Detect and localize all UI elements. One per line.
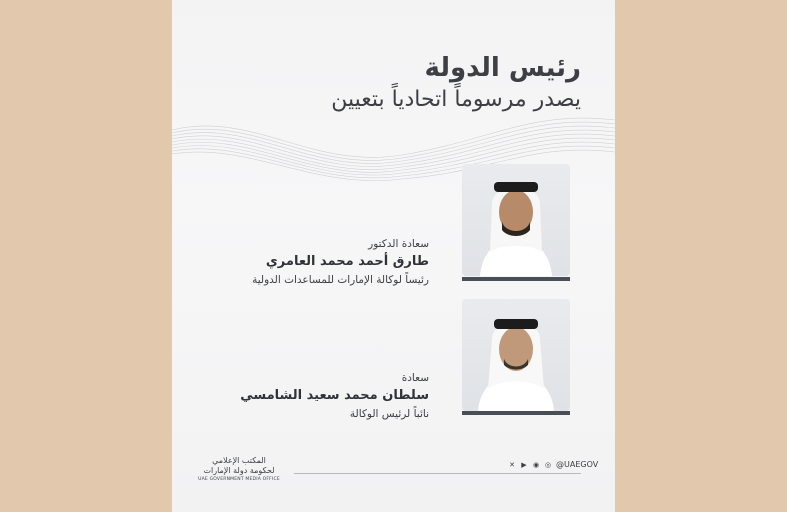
person-silhouette-icon — [462, 299, 570, 411]
portrait-photo-2 — [462, 299, 570, 411]
logo-arabic-line-2: لحكومة دولة الإمارات — [203, 466, 275, 475]
youtube-icon[interactable]: ▶ — [521, 460, 527, 469]
person-silhouette-icon — [462, 164, 570, 276]
headline-line-1: رئيس الدولة — [424, 53, 581, 83]
headline-line-2: يصدر مرسوماً اتحادياً بتعيين — [331, 87, 581, 112]
portrait-bar-1 — [462, 277, 570, 281]
x-icon[interactable]: ✕ — [509, 460, 515, 469]
logo-arabic-line-1: المكتب الإعلامي — [212, 456, 266, 465]
person-honorific: سعادة — [401, 372, 429, 384]
camera-icon[interactable]: ◉ — [532, 460, 540, 469]
social-handle[interactable]: @UAEGOV — [556, 460, 599, 469]
person-name: طارق أحمد محمد العامري — [265, 254, 429, 269]
announcement-card — [172, 0, 615, 512]
person-bio-2 — [240, 370, 429, 422]
instagram-icon[interactable]: ◎ — [544, 460, 552, 469]
social-links — [508, 460, 598, 469]
footer-divider — [294, 473, 581, 474]
portrait-photo-1 — [462, 164, 570, 276]
logo-english: UAE GOVERNMENT MEDIA OFFICE — [198, 477, 280, 482]
person-bio-1 — [252, 236, 429, 288]
person-honorific: سعادة الدكتور — [368, 238, 429, 250]
person-role: نائباً لرئيس الوكالة — [349, 408, 429, 420]
person-role: رئيساً لوكالة الإمارات للمساعدات الدولية — [252, 274, 429, 286]
person-name: سلطان محمد سعيد الشامسي — [240, 388, 429, 403]
portrait-bar-2 — [462, 411, 570, 415]
media-office-logo — [194, 456, 284, 483]
